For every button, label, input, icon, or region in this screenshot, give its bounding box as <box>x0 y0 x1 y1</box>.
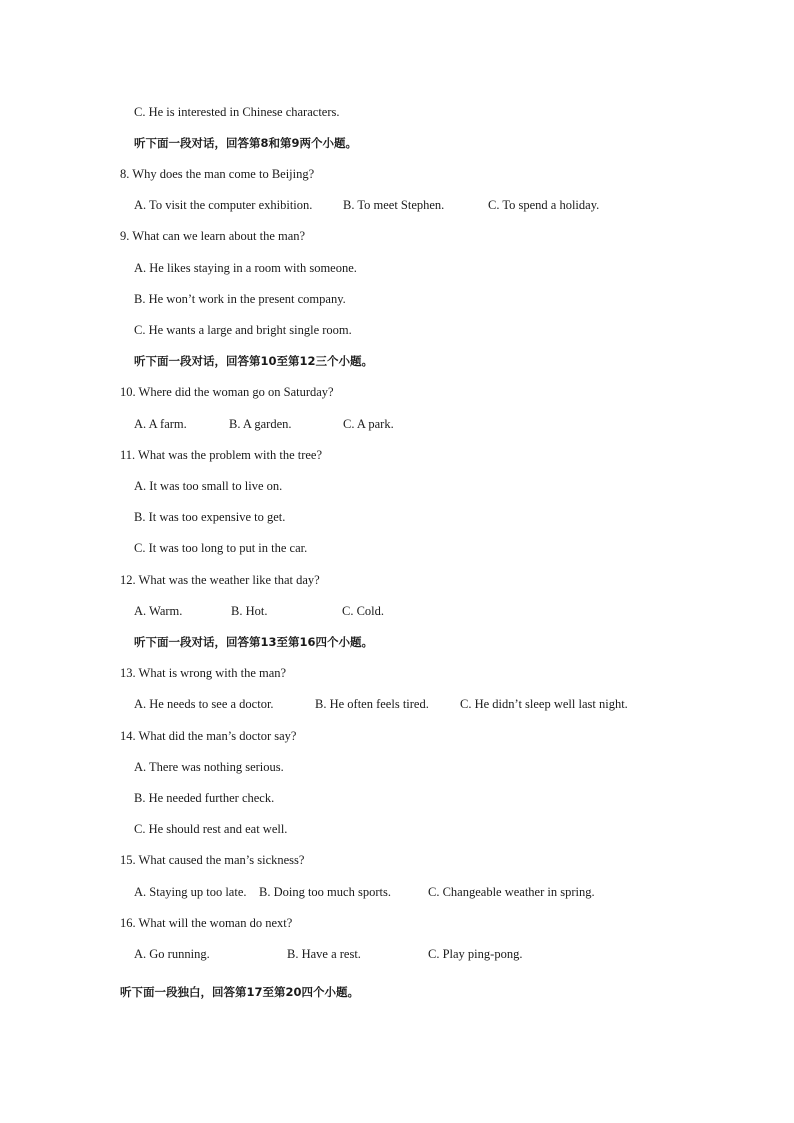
question-12: 12. What was the weather like that day? <box>120 573 320 587</box>
section-heading-17-20: 听下面一段独白，回答第17至第20四个小题。 <box>120 985 360 999</box>
q12-option-a: A. Warm. <box>134 604 183 618</box>
question-11: 11. What was the problem with the tree? <box>120 448 323 462</box>
section-heading-13-16: 听下面一段对话，回答第13至第16四个小题。 <box>134 635 374 649</box>
q14-option-a: A. There was nothing serious. <box>134 760 284 774</box>
question-9: 9. What can we learn about the man? <box>120 229 306 243</box>
q8-option-a: A. To visit the computer exhibition. <box>134 198 313 212</box>
q15-option-b: B. Doing too much sports. <box>259 885 391 899</box>
q13-options <box>134 696 734 712</box>
q9-option-b: B. He won’t work in the present company. <box>134 292 346 306</box>
question-10: 10. Where did the woman go on Saturday? <box>120 385 334 399</box>
q10-option-b: B. A garden. <box>229 417 292 431</box>
q16-option-c: C. Play ping-pong. <box>428 947 523 961</box>
q10-option-c: C. A park. <box>343 417 394 431</box>
q8-option-c: C. To spend a holiday. <box>488 198 600 212</box>
q16-option-a: A. Go running. <box>134 947 210 961</box>
q11-option-b: B. It was too expensive to get. <box>134 510 286 524</box>
q16-options <box>134 946 734 962</box>
section-heading-8-9: 听下面一段对话，回答第8和第9两个小题。 <box>134 136 358 150</box>
q15-options <box>134 884 734 900</box>
q8-options <box>134 197 734 213</box>
question-14: 14. What did the man’s doctor say? <box>120 729 297 743</box>
q16-option-b: B. Have a rest. <box>287 947 361 961</box>
question-16: 16. What will the woman do next? <box>120 916 293 930</box>
q12-option-c: C. Cold. <box>342 604 385 618</box>
question-8: 8. Why does the man come to Beijing? <box>120 167 315 181</box>
section-heading-10-12: 听下面一段对话，回答第10至第12三个小题。 <box>134 354 374 368</box>
question-13: 13. What is wrong with the man? <box>120 666 287 680</box>
q10-option-a: A. A farm. <box>134 417 187 431</box>
q15-option-a: A. Staying up too late. <box>134 885 247 899</box>
q12-option-b: B. Hot. <box>231 604 268 618</box>
q14-option-c: C. He should rest and eat well. <box>134 822 288 836</box>
q9-option-c: C. He wants a large and bright single room. <box>134 323 352 337</box>
q15-option-c: C. Changeable weather in spring. <box>428 885 595 899</box>
q13-option-c: C. He didn’t sleep well last night. <box>460 697 628 711</box>
q8-option-b: B. To meet Stephen. <box>343 198 445 212</box>
q14-option-b: B. He needed further check. <box>134 791 275 805</box>
q11-option-c: C. It was too long to put in the car. <box>134 541 308 555</box>
q9-option-a: A. He likes staying in a room with someone. <box>134 261 357 275</box>
q10-options <box>134 416 734 432</box>
q12-options <box>134 603 734 619</box>
q7-option-c: C. He is interested in Chinese characters. <box>134 105 340 119</box>
q11-option-a: A. It was too small to live on. <box>134 479 283 493</box>
question-15: 15. What caused the man’s sickness? <box>120 853 305 867</box>
q13-option-b: B. He often feels tired. <box>315 697 429 711</box>
q13-option-a: A. He needs to see a doctor. <box>134 697 274 711</box>
